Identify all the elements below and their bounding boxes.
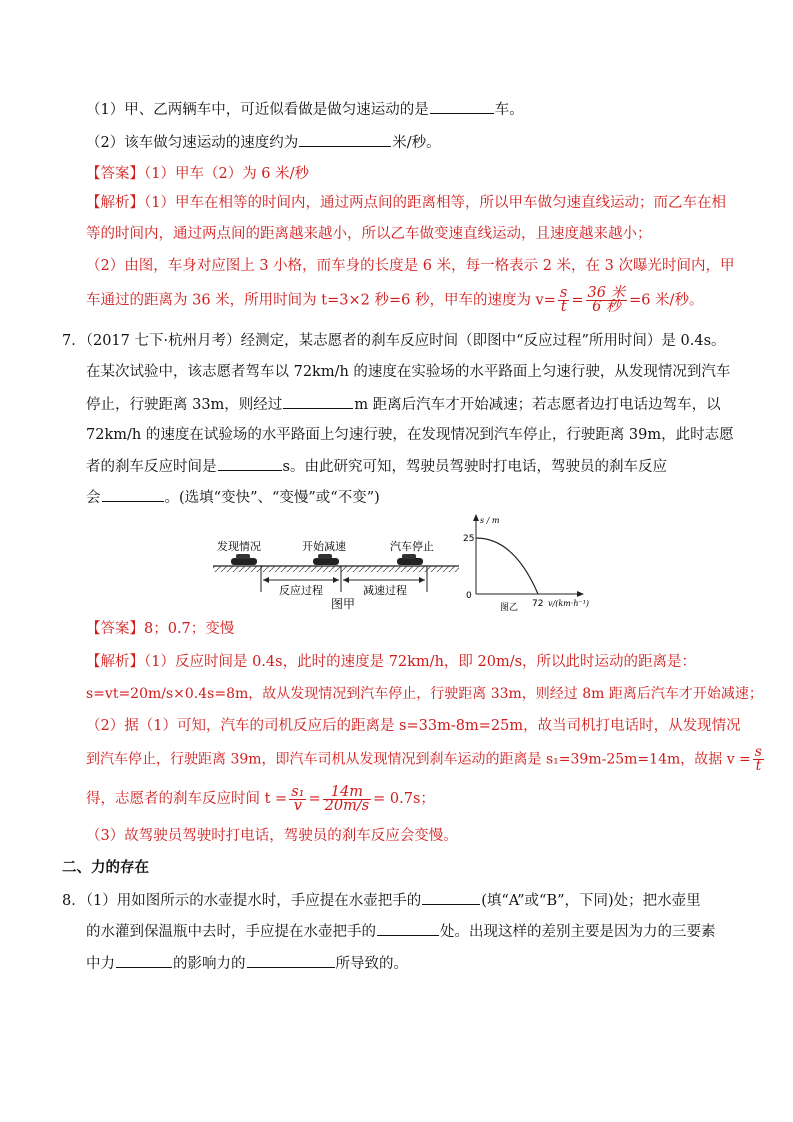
q7-analysis-4: 到汽车停止，行驶距离 39m，即汽车司机从发现情况到刹车运动的距离是 s₁=39m-25m=14m，故据 v = $\frac{s}{t}$ xyxy=(86,744,762,774)
car-icon xyxy=(313,554,339,565)
q6-analysis-4: 车通过的距离为 36 米，所用时间为 t=3×2 秒=6 秒，甲车的速度为 v= $\frac{s}{t}$ = $\frac{\text{36 米}}{\text{6 秒}}$ =6 米/秒。 xyxy=(86,285,704,315)
arrow-head-icon xyxy=(473,514,479,521)
fraction-s1-over-v: $\frac{\text{s₁}}{v}$ xyxy=(291,783,305,814)
q7-line2: 在某次试验中，该志愿者驾车以 72km/h 的速度在实验场的水平路面上匀速行驶，从发现情况到汽车 xyxy=(86,364,731,380)
answer-blank[interactable] xyxy=(218,456,282,471)
origin: 0 xyxy=(466,591,472,601)
section-title: 二、力的存在 xyxy=(62,859,149,876)
q8-line2: 的水灌到保温瓶中去时，手应提在水壶把手的 处。出现这样的差别主要是因为力的三要素 xyxy=(86,921,716,942)
q7-answer: 【答案】8；0.7；变慢 xyxy=(86,621,235,637)
answer-blank[interactable] xyxy=(430,99,494,114)
label-found: 发现情况 xyxy=(217,540,261,553)
label-stop: 汽车停止 xyxy=(390,540,434,553)
fraction-36-over-6: $\frac{\text{36 米}}{\text{6 秒}}$ xyxy=(587,285,626,315)
y-tick: 25 xyxy=(463,534,475,544)
answer-blank[interactable] xyxy=(377,921,439,936)
q6-analysis-1: 【解析】（1）甲车在相等的时间内，通过两点间的距离相等，所以甲车做匀速直线运动；而乙车在相 xyxy=(86,195,726,211)
road-hatch xyxy=(213,566,459,572)
q7-analysis-5: 得，志愿者的刹车反应时间 t = $\frac{\text{s₁}}{v}$ = $\frac{14m}{20m/s}$ = 0.7s； xyxy=(86,783,435,814)
label-start: 开始减速 xyxy=(302,540,346,553)
curve xyxy=(476,538,538,594)
caption-jia: 图甲 xyxy=(331,597,356,611)
q6-part2: （2）该车做匀速运动的速度约为 米/秒。 xyxy=(86,132,441,153)
q7-line4: 72km/h 的速度在试验场的水平路面上匀速行驶，在发现情况到汽车停止，行驶距离 39m，此时志愿 xyxy=(86,427,734,443)
arrow-head-icon xyxy=(263,577,269,583)
answer-blank[interactable] xyxy=(116,953,172,968)
figure-jia xyxy=(205,528,465,614)
q6-analysis-3: （2）由图，车身对应图上 3 小格，而车身的长度是 6 米，每一格表示 2 米，在 3 次曝光时间内，甲 xyxy=(86,258,735,274)
answer-blank[interactable] xyxy=(422,890,480,905)
y-axis-label: s / m xyxy=(480,516,500,525)
x-axis-label: v/(km·h⁻¹) xyxy=(548,599,590,608)
q7-line6: 会 。(选填“变快”、“变慢”或“不变”) xyxy=(86,487,380,508)
fraction-14-over-20: $\frac{14m}{20m/s}$ xyxy=(324,783,370,814)
figure-yi xyxy=(462,512,592,614)
car-icon xyxy=(231,554,257,565)
answer-blank[interactable] xyxy=(283,394,353,409)
q7-analysis-1: 【解析】（1）反应时间是 0.4s，此时的速度是 72km/h，即 20m/s，所以此时运动的距离是： xyxy=(86,654,697,670)
q7-line5: 者的刹车反应时间是 s。由此研究可知，驾驶员驾驶时打电话，驾驶员的刹车反应 xyxy=(86,456,667,477)
arrow-head-icon xyxy=(577,591,584,597)
arrow-head-icon xyxy=(343,577,349,583)
arrow-head-icon xyxy=(419,577,425,583)
q7-line1: 7．（2017 七下·杭州月考）经测定，某志愿者的刹车反应时间（即图中“反应过程”所用时间）是 0.4s。 xyxy=(62,333,726,349)
fraction-s-over-t: $\frac{s}{t}$ xyxy=(559,285,568,315)
q7-analysis-6: （3）故驾驶员驾驶时打电话，驾驶员的刹车反应会变慢。 xyxy=(86,828,458,844)
q7-line3: 停止，行驶距离 33m，则经过 m 距离后汽车才开始减速；若志愿者边打电话边驾车，以 xyxy=(86,394,721,415)
fraction-s-over-t: $\frac{s}{t}$ xyxy=(754,744,762,774)
q6-analysis-2: 等的时间内，通过两点间的距离越来越小，所以乙车做变速直线运动，且速度越来越小； xyxy=(86,226,652,242)
caption-yi: 图乙 xyxy=(500,603,519,613)
q7-analysis-2: s=vt=20m/s×0.4s=8m，故从发现情况到汽车停止，行驶距离 33m，则经过 8m 距离后汽车才开始减速； xyxy=(86,686,763,702)
q8-line3: 中力 的影响力的 所导致的。 xyxy=(86,953,408,974)
q7-analysis-3: （2）据（1）可知，汽车的司机反应后的距离是 s=33m-8m=25m，故当司机打电话时，从发现情况 xyxy=(86,718,741,734)
answer-blank[interactable] xyxy=(247,953,335,968)
q8-line1: 8．（1）用如图所示的水壶提水时，手应提在水壶把手的 (填“A”或“B”，下同)处；把水壶里 xyxy=(62,890,701,911)
car-icon xyxy=(397,554,423,565)
label-react: 反应过程 xyxy=(279,584,323,597)
q6-part1: （1）甲、乙两辆车中，可近似看做是做匀速运动的是 车。 xyxy=(86,99,524,120)
x-tick: 72 xyxy=(532,599,544,609)
q6-answer: 【答案】（1）甲车（2）为 6 米/秒 xyxy=(86,166,310,182)
answer-blank[interactable] xyxy=(299,132,391,147)
label-decel: 减速过程 xyxy=(363,584,407,597)
answer-blank[interactable] xyxy=(102,487,164,502)
arrow-head-icon xyxy=(333,577,339,583)
